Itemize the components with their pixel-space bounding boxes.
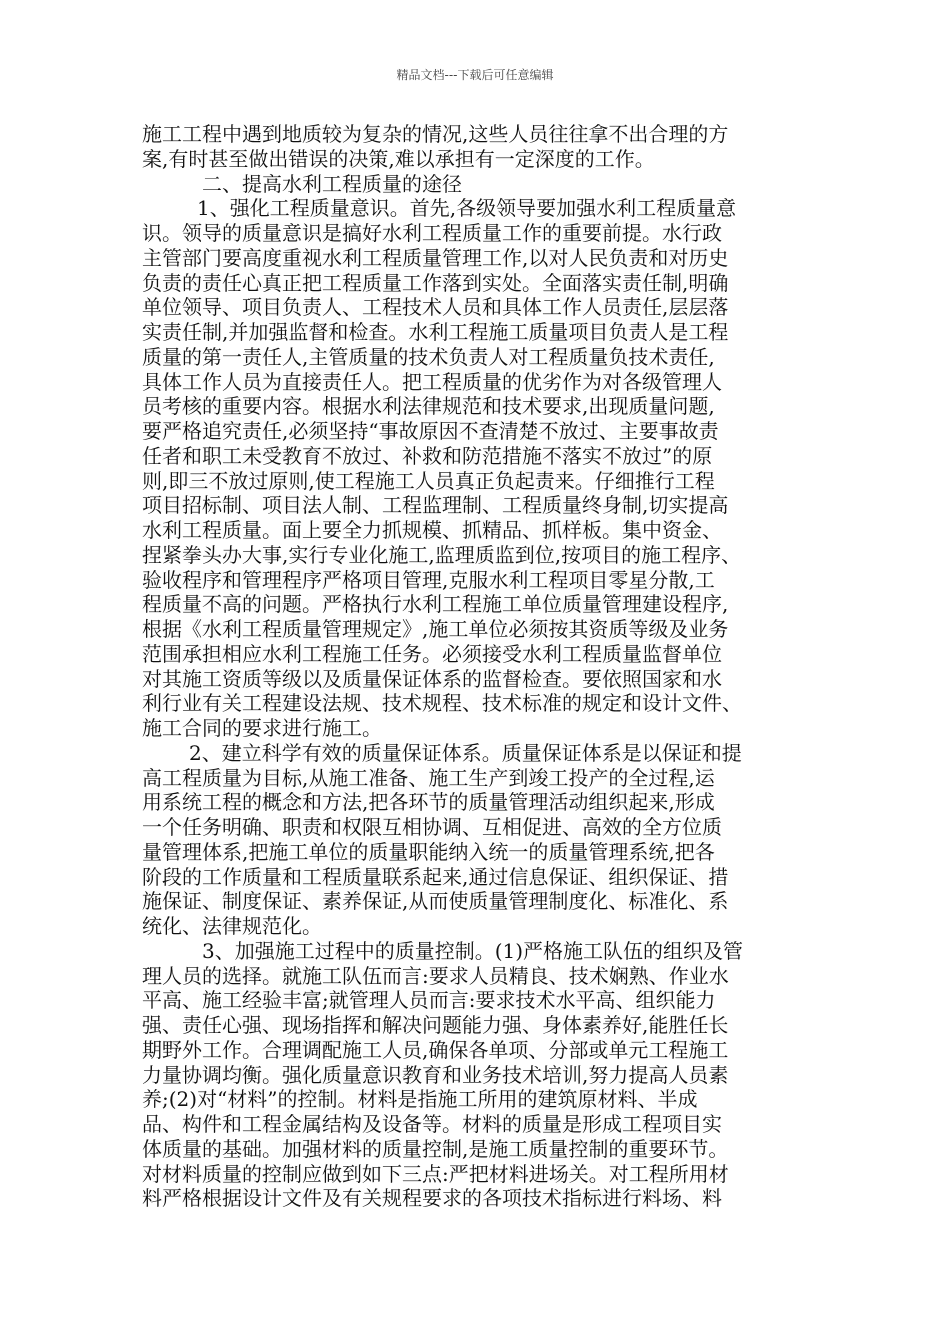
text-line: 高工程质量为目标,从施工准备、施工生产到竣工投产的全过程,运 <box>142 765 715 790</box>
text-line: 体质量的基础。加强材料的质量控制,是施工质量控制的重要环节。 <box>142 1136 729 1161</box>
text-line: 理人员的选择。就施工队伍而言:要求人员精良、技术娴熟、作业水 <box>142 963 729 988</box>
text-line: 项目招标制、项目法人制、工程监理制、工程质量终身制,切实提高 <box>142 493 729 518</box>
text-line: 识。领导的质量意识是搞好水利工程质量工作的重要前提。水行政 <box>142 221 722 245</box>
text-line: 力量协调均衡。强化质量意识教育和业务技术培训,努力提高人员素 <box>142 1062 729 1087</box>
text-line: 对材料质量的控制应做到如下三点:严把材料进场关。对工程所用材 <box>142 1161 729 1186</box>
text-line: 用系统工程的概念和方法,把各环节的质量管理活动组织起来,形成 <box>142 790 715 815</box>
text-line: 任者和职工未受教育不放过、补救和防范措施不落实不放过”的原 <box>142 443 713 468</box>
text-line: 则,即三不放过原则,使工程施工人员真正负起责来。仔细推行工程 <box>142 468 715 493</box>
text-line: 质量的第一责任人,主管质量的技术负责人对工程质量负技术责任, <box>142 344 715 369</box>
text-line: 阶段的工作质量和工程质量联系起来,通过信息保证、组织保证、措 <box>142 864 729 889</box>
text-line: 程质量不高的问题。严格执行水利工程施工单位质量管理建设程序, <box>142 592 729 617</box>
text-line: 强、责任心强、现场指挥和解决问题能力强、身体素养好,能胜任长 <box>142 1013 729 1037</box>
page-header: 精品文档---下载后可任意编辑 <box>396 68 554 82</box>
text-line: 具体工作人员为直接责任人。把工程质量的优劣作为对各级管理人 <box>142 369 722 394</box>
text-line: 料严格根据设计文件及有关规程要求的各项技术指标进行料场、料 <box>142 1186 722 1211</box>
text-line: 平高、施工经验丰富;就管理人员而言:要求技术水平高、组织能力 <box>142 988 716 1013</box>
text-line: 施工工程中遇到地质较为复杂的情况,这些人员往往拿不出合理的方 <box>142 122 729 146</box>
text-line: 养;(2)对“材料”的控制。材料是指施工所用的建筑原材料、半成 <box>142 1087 698 1112</box>
text-line: 3、加强施工过程中的质量控制。(1)严格施工队伍的组织及管 <box>202 938 744 963</box>
text-line: 实责任制,并加强监督和检查。水利工程施工质量项目负责人是工程 <box>142 320 729 344</box>
text-line: 施工合同的要求进行施工。 <box>142 716 382 740</box>
text-line: 施保证、制度保证、素养保证,从而使质量管理制度化、标准化、系 <box>142 889 729 914</box>
text-line: 捏紧拳头办大事,实行专业化施工,监理质监到位,按项目的施工程序、 <box>142 542 742 567</box>
text-line: 2、建立科学有效的质量保证体系。质量保证体系是以保证和提 <box>189 740 742 765</box>
text-line: 单位领导、项目负责人、工程技术人员和具体工作人员责任,层层落 <box>142 295 729 320</box>
text-line: 统化、法律规范化。 <box>142 914 322 938</box>
text-line: 水利工程质量。面上要全力抓规模、抓精品、抓样板。集中资金、 <box>142 518 722 542</box>
text-line: 1、强化工程质量意识。首先,各级领导要加强水利工程质量意 <box>197 196 737 221</box>
text-line: 要严格追究责任,必须坚持“事故原因不查清楚不放过、主要事故责 <box>142 419 719 443</box>
text-line: 对其施工资质等级以及质量保证体系的监督检查。要依照国家和水 <box>142 666 722 691</box>
text-line: 期野外工作。合理调配施工人员,确保各单项、分部或单元工程施工 <box>142 1037 729 1062</box>
text-line: 案,有时甚至做出错误的决策,难以承担有一定深度的工作。 <box>142 146 655 171</box>
text-line: 主管部门要高度重视水利工程质量管理工作,以对人民负责和对历史 <box>142 245 729 270</box>
text-line: 品、构件和工程金属结构及设备等。材料的质量是形成工程项目实 <box>142 1112 722 1136</box>
text-line: 二、提高水利工程质量的途径 <box>202 171 462 196</box>
document-body <box>142 122 812 1211</box>
text-line: 验收程序和管理程序严格项目管理,克服水利工程项目零星分散,工 <box>142 567 715 592</box>
text-line: 一个任务明确、职责和权限互相协调、互相促进、高效的全方位质 <box>142 815 722 839</box>
text-line: 利行业有关工程建设法规、技术规程、技术标准的规定和设计文件、 <box>142 691 742 716</box>
text-line: 范围承担相应水利工程施工任务。必须接受水利工程质量监督单位 <box>142 641 722 666</box>
text-line: 员考核的重要内容。根据水利法律规范和技术要求,出现质量问题, <box>142 394 715 419</box>
text-line: 负责的责任心真正把工程质量工作落到实处。全面落实责任制,明确 <box>142 270 729 295</box>
text-line: 根据《水利工程质量管理规定》,施工单位必须按其资质等级及业务 <box>142 617 729 641</box>
text-line: 量管理体系,把施工单位的质量职能纳入统一的质量管理系统,把各 <box>142 839 715 864</box>
